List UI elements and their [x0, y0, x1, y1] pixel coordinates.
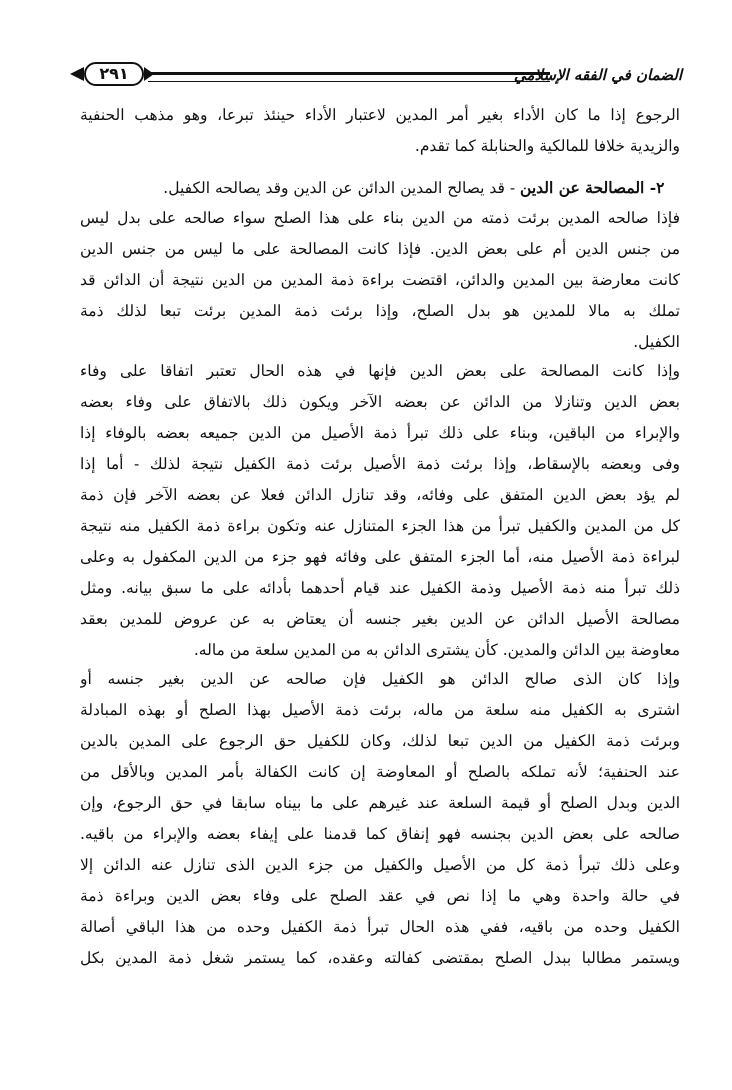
page-number: ٢٩١: [84, 62, 144, 86]
text-line: مصالحة الأصيل الدائن عن الدين بغير جنسه أن يعتاض به عن عروض للمدين بعقد: [80, 610, 680, 628]
heading-continuation: - قد يصالح المدين الدائن عن الدين وقد يصالحه الكفيل.: [163, 179, 521, 197]
text-line: الكفيل.: [633, 333, 680, 351]
text-line: معاوضة بين الدائن والمدين. كأن يشترى الدائن به من المدين سلعة من ماله.: [193, 641, 680, 659]
text-line: ويستمر مطالبا ببدل الصلح بمقتضى كفالته وعقده، كما يستمر شغل ذمة المدين بكل: [80, 949, 680, 967]
text-line: وإذا كان الذى صالح الدائن هو الكفيل فإن صالحه عن الدين بغير جنسه أو: [80, 670, 680, 688]
text-line: الرجوع إذا ما كان الأداء بغير أمر المدين لاعتبار الأداء حينئذ تبرعا، وهو مذهب الحنفية: [80, 106, 680, 124]
text-line: الكفيل وحده من باقيه، ففي هذه الحال تبرأ ذمة الكفيل وحده من هذا الباقي أصالة: [80, 918, 680, 936]
header-rule: [148, 72, 550, 82]
paragraph: [80, 664, 680, 974]
text-line: تملك به مالا للمدين هو بدل الصلح، وإذا برئت ذمة المدين برئت تبعا لذلك ذمة: [80, 302, 680, 320]
text-line: كانت معارضة بين المدين والدائن، اقتضت براءة ذمة المدين من الدين نتيجة أن الدائن قد: [80, 271, 680, 289]
text-line: [80, 172, 680, 203]
running-header: [70, 62, 682, 90]
book-title: الضمان في الفقه الإسلامي: [513, 66, 682, 84]
text-line: ذلك تبرأ منه ذمة الأصيل وذمة الكفيل عند قيام أحدهما بأدائه على ما سبق بيانه. ومثل: [80, 579, 680, 597]
text-line: والإبراء من الباقين، وبناء على ذلك تبرأ ذمة الأصيل من الدين جميعه بعضه بالوفاء إذا: [80, 424, 680, 442]
text-line: عند الحنفية؛ لأنه تملكه بالصلح أو المعاوضة إن كانت الكفالة بأمر المدين وبالأقل من: [80, 763, 680, 781]
text-line: الدين وبدل الصلح أو قيمة السلعة عند غيرهم على ما بيناه سابقا في حق الرجوع، وإن: [80, 794, 680, 812]
text-line: من جنس الدين أم على بعض الدين. فإذا كانت المصالحة على ما ليس من جنس الدين: [80, 240, 680, 258]
section-heading: ٢- المصالحة عن الدين: [520, 178, 665, 197]
text-line: فإذا صالحه المدين برئت ذمته من الدين بناء على هذا الصلح سواء صالحه على بدل ليس: [80, 209, 680, 227]
text-line: وبرئت ذمة الكفيل من الدين تبعا لذلك، وكان للكفيل حق الرجوع على المدين بالدين: [80, 732, 680, 750]
arrow-left-ornament: [70, 67, 84, 81]
paragraph: [80, 172, 680, 358]
text-line: لم يؤد بعض الدين المتفق على وفائه، وقد تنازل الدائن فعلا عن بعضه الآخر فإن ذمة: [80, 486, 680, 504]
text-line: وإذا كانت المصالحة على بعض الدين فإنها في هذه الحال تعتبر اتفاقا على وفاء: [80, 362, 680, 380]
text-line: كل من المدين والكفيل تبرأ من هذا الجزء المتنازل عنه وتكون براءة ذمة الكفيل منه نتيجة: [80, 517, 680, 535]
text-line: بعض الدين وتنازلا من الدائن عن بعضه الآخر ويكون ذلك بالاتفاق على وفاء بعضه: [80, 393, 680, 411]
text-line: وعلى ذلك تبرأ ذمة كل من الأصيل والكفيل من جزء الدين الذى تنازل عنه الدائن إلا: [80, 856, 680, 874]
text-line: في حالة واحدة وهي ما إذا نص في عقد الصلح على وفاء بعض الدين وبراءة ذمة: [80, 887, 680, 905]
paragraph: [80, 356, 680, 666]
text-line: صالحه على بعض الدين بجنسه فهو إنفاق كما قدمنا على إيفاء بعضه والإبراء من باقيه.: [80, 825, 680, 843]
text-line: والزيدية خلافا للمالكية والحنابلة كما تقدم.: [414, 137, 680, 155]
paragraph: [80, 100, 680, 162]
text-line: لبراءة ذمة الأصيل منه، أما الجزء المتفق على وفائه فهو جزء من الدين المكفول به وعلى: [80, 548, 680, 566]
text-line: اشترى به الكفيل منه سلعة من ماله، برئت ذمة الأصيل بهذا الصلح أو بهذه المبادلة: [80, 701, 680, 719]
text-line: وفى وبعضه بالإسقاط، وإذا برئت ذمة الأصيل برئت ذمة الكفيل نتيجة لذلك - أما إذا: [80, 455, 680, 473]
